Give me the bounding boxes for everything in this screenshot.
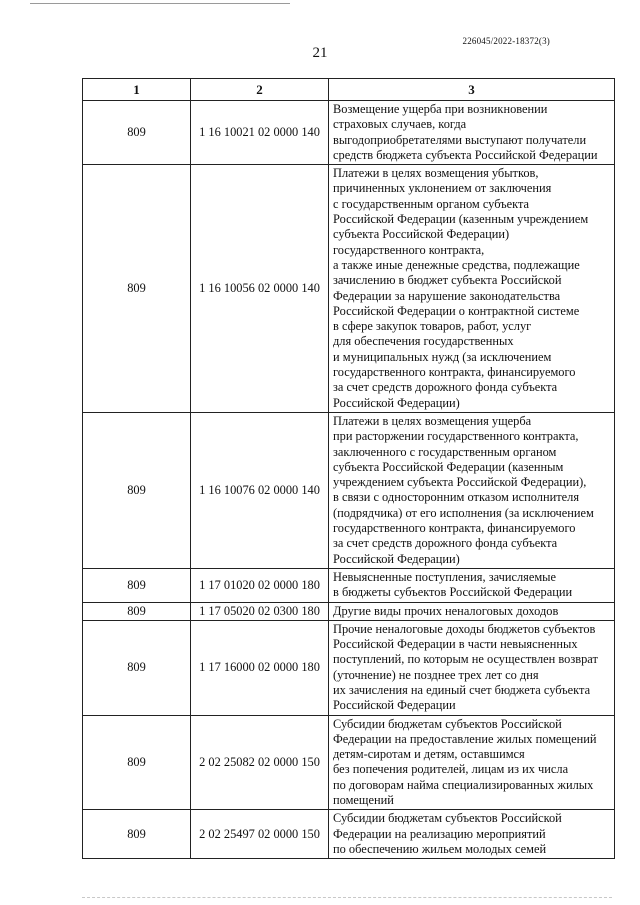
budget-code-cell: 1 16 10021 02 0000 140	[191, 101, 329, 165]
table-row	[83, 165, 615, 413]
table-row	[83, 568, 615, 602]
admin-code-cell: 809	[83, 715, 191, 810]
table-row	[83, 101, 615, 165]
budget-code-cell: 1 17 01020 02 0000 180	[191, 568, 329, 602]
table-row	[83, 810, 615, 859]
table-row	[83, 620, 615, 715]
description-text: Платежи в целях возмещения ущерба при расторжении государственного контракта, заключенного с государственным органом субъекта Российской Федерации (казенным учреждением субъекта Российской Федерации), в связи с односторонним отказом исполнителя (подрядчика) от его исполнения (за исключением государственного контракта, финансируемого за счет средств дорожного фонда субъекта Российской Федерации)	[333, 413, 594, 566]
description-cell	[329, 715, 615, 810]
admin-code-cell: 809	[83, 101, 191, 165]
description-text: Субсидии бюджетам субъектов Российской Федерации на предоставление жилых помещений детям-сиротам и детям, оставшимся без попечения родителей, лицам из их числа по договорам найма специализированных жилых помещений	[333, 716, 597, 808]
budget-code-cell: 2 02 25082 02 0000 150	[191, 715, 329, 810]
description-cell	[329, 602, 615, 620]
description-text: Прочие неналоговые доходы бюджетов субъектов Российской Федерации в части невыясненных поступлений, по которым не осуществлен возврат (уточнение) не позднее трех лет со дня их зачисления на единый счет бюджета субъекта Российской Федерации	[333, 621, 598, 713]
description-text: Возмещение ущерба при возникновении страховых случаев, когда выгодоприобретателями выступают получатели средств бюджета субъекта Российской Федерации	[333, 102, 598, 162]
description-cell	[329, 568, 615, 602]
header-col-1: 1	[83, 79, 191, 101]
budget-code-cell: 1 17 16000 02 0000 180	[191, 620, 329, 715]
description-cell	[329, 620, 615, 715]
budget-code-cell: 1 16 10076 02 0000 140	[191, 412, 329, 568]
bottom-scan-line	[82, 897, 612, 898]
admin-code-cell: 809	[83, 165, 191, 413]
table-row	[83, 715, 615, 810]
header-col-3: 3	[329, 79, 615, 101]
description-cell	[329, 165, 615, 413]
revenue-codes-table	[82, 78, 615, 859]
budget-code-cell: 2 02 25497 02 0000 150	[191, 810, 329, 859]
table-header-row	[83, 79, 615, 101]
admin-code-cell: 809	[83, 620, 191, 715]
page-number: 21	[312, 45, 328, 61]
document-id: 226045/2022-18372(3)	[462, 36, 550, 46]
description-cell	[329, 412, 615, 568]
header-col-2: 2	[191, 79, 329, 101]
description-cell	[329, 810, 615, 859]
admin-code-cell: 809	[83, 412, 191, 568]
admin-code-cell: 809	[83, 810, 191, 859]
description-text: Субсидии бюджетам субъектов Российской Федерации на реализацию мероприятий по обеспечению жильем молодых семей	[333, 811, 562, 856]
description-text: Невыясненные поступления, зачисляемые в бюджеты субъектов Российской Федерации	[333, 569, 573, 600]
budget-code-cell: 1 17 05020 02 0300 180	[191, 602, 329, 620]
description-cell	[329, 101, 615, 165]
description-text: Другие виды прочих неналоговых доходов	[333, 603, 559, 618]
admin-code-cell: 809	[83, 602, 191, 620]
admin-code-cell: 809	[83, 568, 191, 602]
table-row	[83, 412, 615, 568]
budget-code-cell: 1 16 10056 02 0000 140	[191, 165, 329, 413]
table-row	[83, 602, 615, 620]
description-text: Платежи в целях возмещения убытков, причиненных уклонением от заключения с государственным органом субъекта Российской Федерации (казенным учреждением субъекта Российской Федерации) государственного контракта, а также иные денежные средства, подлежащие зачислению в бюджет субъекта Российской Федерации за нарушение законодательства Российской Федерации о контрактной системе в сфере закупок товаров, работ, услуг для обеспечения государственных и муниципальных нужд (за исключением государственного контракта, финансируемого за счет средств дорожного фонда субъекта Российской Федерации)	[333, 166, 589, 410]
top-scan-line	[30, 3, 290, 4]
